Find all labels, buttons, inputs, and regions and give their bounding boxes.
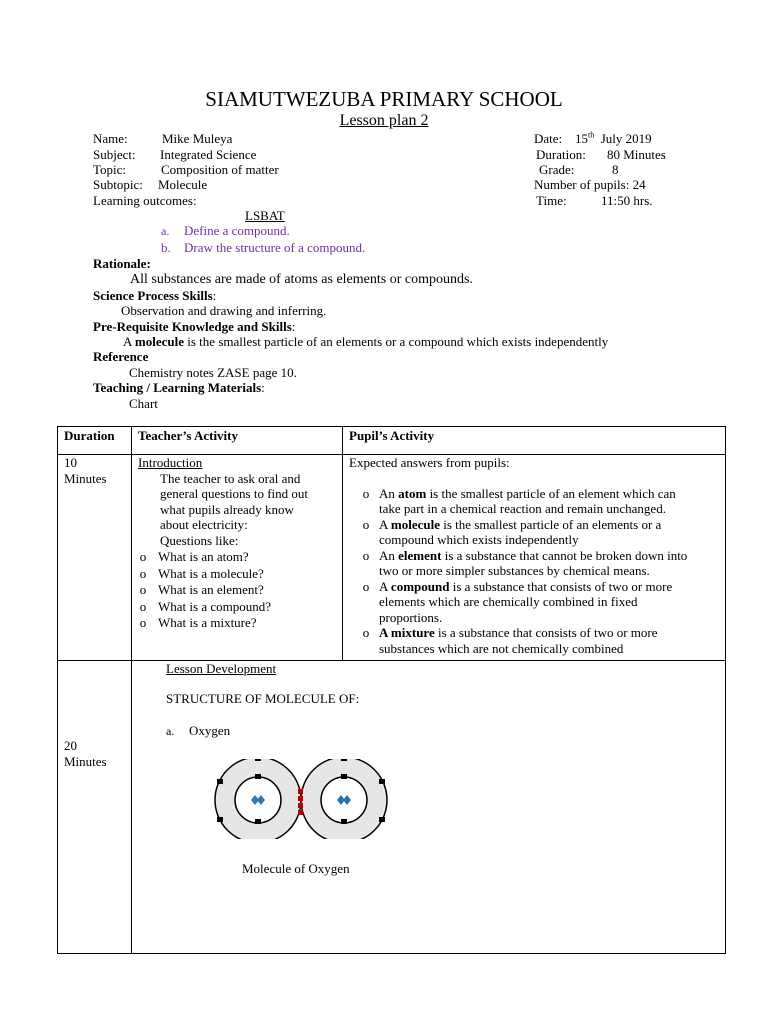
skills-heading: Science Process Skills:	[93, 288, 217, 303]
time-label: Time:	[536, 193, 567, 208]
lesson-table	[57, 426, 726, 954]
grade-label: Grade:	[539, 162, 575, 177]
shared-electron	[298, 803, 303, 808]
row1-duration: 10 Minutes	[58, 455, 132, 661]
electron	[341, 819, 347, 824]
introduction-title: Introduction	[138, 455, 203, 470]
header-pupil: Pupil’s Activity	[343, 427, 726, 455]
name-label: Name:	[93, 131, 128, 146]
list-item: o An atom is the smallest particle of an element which can take part in a chemical reaction and remain unchanged.	[362, 485, 676, 516]
rationale-label: Rationale:	[93, 256, 151, 271]
rationale-text: All substances are made of atoms as elements or compounds.	[130, 272, 473, 287]
list-item: o What is a molecule?	[139, 565, 264, 581]
lesson-development-title: Lesson Development	[166, 661, 277, 676]
reference-label: Reference	[93, 349, 149, 364]
duration-label: Duration:	[536, 147, 586, 162]
electron	[255, 819, 261, 824]
school-title: SIAMUTWEZUBA PRIMARY SCHOOL	[205, 87, 563, 111]
materials-heading: Teaching / Learning Materials:	[93, 380, 265, 395]
shared-electron	[298, 789, 303, 794]
reference-text: Chemistry notes ZASE page 10.	[129, 365, 297, 380]
answer-list	[343, 486, 725, 657]
list-item: o What is a compound?	[139, 598, 271, 614]
electron	[217, 817, 223, 822]
structure-heading: STRUCTURE OF MOLECULE OF:	[166, 691, 360, 706]
header-teacher: Teacher’s Activity	[132, 427, 343, 455]
prereq-text: A molecule is the smallest particle of an elements or a compound which exists independently	[123, 334, 609, 349]
list-item: o A mixture is a substance that consists of two or more substances which are not chemically combined	[362, 625, 658, 656]
list-item: o An element is a substance that cannot be broken down into two or more simpler substances by chemical means.	[362, 547, 688, 578]
topic-label: Topic:	[93, 162, 127, 177]
diagram-caption: Molecule of Oxygen	[242, 861, 350, 876]
subtopic-value: Molecule	[158, 177, 208, 192]
question-list	[132, 549, 342, 632]
electron	[255, 759, 261, 761]
duration-value: 80 Minutes	[607, 147, 666, 162]
pupil-intro: Expected answers from pupils:	[349, 455, 510, 470]
table-header-row	[58, 427, 726, 455]
lsbat-item: b. Draw the structure of a compound.	[161, 240, 366, 255]
electron	[379, 817, 385, 822]
skills-text: Observation and drawing and inferring.	[121, 303, 327, 318]
list-item: o What is a mixture?	[139, 615, 257, 630]
subject-label: Subject:	[93, 147, 136, 162]
lsbat-label: LSBAT	[245, 208, 285, 223]
grade-value: 8	[612, 162, 619, 177]
materials-text: Chart	[129, 396, 158, 411]
shared-electron	[298, 796, 303, 801]
list-item: o What is an element?	[139, 582, 264, 597]
shared-electron	[298, 810, 303, 815]
row2-content	[132, 661, 726, 954]
date-value: 15th July 2019	[575, 130, 652, 146]
oxygen-item: a. Oxygen	[166, 723, 231, 738]
date-label: Date:	[534, 131, 563, 146]
electron	[217, 779, 223, 784]
electron	[341, 774, 347, 779]
subtopic-label: Subtopic:	[93, 177, 143, 192]
row1-pupil	[343, 455, 726, 661]
table-row	[58, 455, 726, 661]
table-row	[58, 661, 726, 954]
list-item: o A compound is a substance that consists of two or more elements which are chemically combined in fixed proportions.	[362, 578, 673, 625]
teacher-intro: The teacher to ask oral and general questions to find out what pupils already know about electricity: Questions like:	[160, 470, 309, 548]
subject-value: Integrated Science	[160, 147, 257, 162]
row2-duration: 20 Minutes	[58, 661, 132, 954]
electron	[379, 779, 385, 784]
row1-teacher	[132, 455, 343, 661]
pupils-count: Number of pupils: 24	[534, 177, 646, 192]
electron	[341, 759, 347, 761]
lesson-plan-title: Lesson plan 2	[339, 112, 429, 129]
name-value: Mike Muleya	[162, 131, 233, 146]
prereq-heading: Pre-Requisite Knowledge and Skills:	[93, 319, 296, 334]
lsbat-item: a. Define a compound.	[161, 223, 290, 238]
list-item: o A molecule is the smallest particle of an elements or a compound which exists independently	[362, 516, 662, 547]
list-item: o What is an atom?	[139, 549, 249, 564]
oxygen-molecule-diagram	[212, 759, 392, 839]
outcomes-label: Learning outcomes:	[93, 193, 197, 208]
time-value: 11:50 hrs.	[601, 193, 653, 208]
header-duration: Duration	[58, 427, 132, 455]
topic-value: Composition of matter	[161, 162, 279, 177]
electron	[255, 774, 261, 779]
